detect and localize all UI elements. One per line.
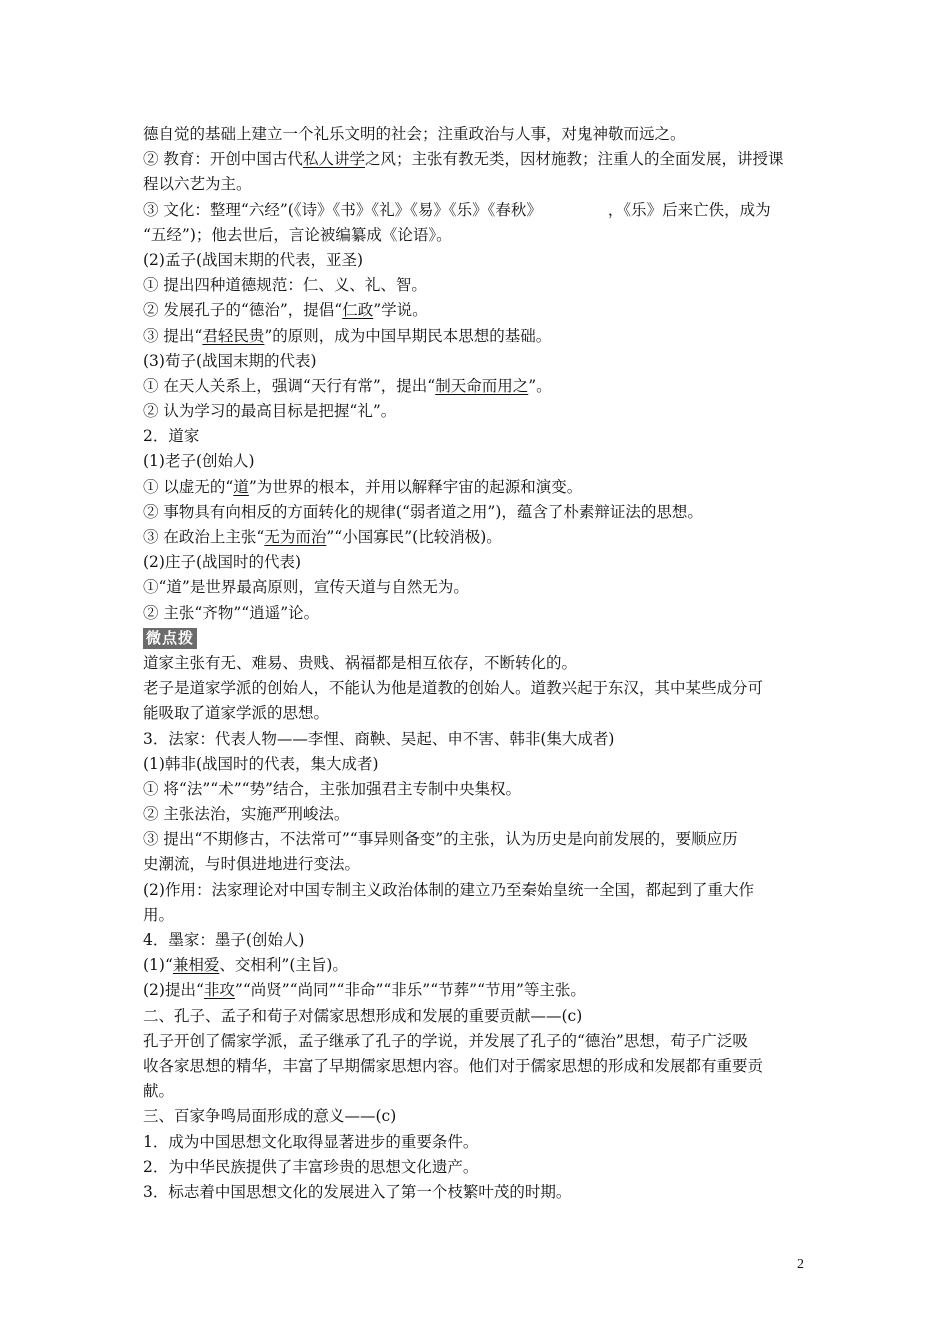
text-line [143, 676, 815, 701]
text-line [143, 550, 815, 575]
key-term: 无为而治 [264, 528, 327, 546]
text-segment: ”。 [528, 376, 552, 395]
text-line [143, 172, 815, 197]
text-segment: ①“道”是世界最高原则，宣传天道与自然无为。 [143, 578, 469, 597]
text-segment: 道家主张有无、难易、贵贱、祸福都是相互依存，不断转化的。 [143, 653, 578, 672]
text-line [143, 827, 815, 852]
text-line [143, 727, 815, 752]
text-segment: ② 教育：开创中国古代 [143, 150, 303, 169]
text-segment: 2．道家 [143, 427, 200, 446]
text-segment: 二、孔子、孟子和荀子对儒家思想形成和发展的重要贡献——(c) [143, 1006, 583, 1025]
text-segment: “五经”)；他去世后，言论被编纂成《论语》。 [143, 225, 452, 244]
text-line [143, 903, 815, 928]
text-segment: (2)孟子(战国末期的代表，亚圣) [143, 250, 364, 269]
text-segment: (1)老子(创始人) [143, 452, 255, 471]
text-line [143, 777, 815, 802]
text-segment: ① 以虚无的“ [143, 477, 234, 496]
page-number: 2 [797, 1257, 804, 1272]
key-term: 非攻 [203, 981, 235, 1000]
text-line [143, 147, 815, 172]
text-segment: 程以六艺为主。 [143, 175, 252, 194]
text-line [143, 374, 815, 399]
text-segment: 1．成为中国思想文化取得显著进步的重要条件。 [143, 1132, 479, 1151]
text-line [143, 701, 815, 726]
text-line [143, 424, 815, 449]
text-line [143, 223, 815, 248]
text-segment: ① 提出四种道德规范：仁、义、礼、智。 [143, 276, 427, 295]
text-line [143, 953, 815, 978]
text-segment: 献。 [143, 1082, 175, 1101]
text-line [143, 752, 815, 777]
text-segment: ② 认为学习的最高目标是把握“礼”。 [143, 402, 397, 421]
text-line [143, 1130, 815, 1155]
text-segment: ”的原则，成为中国早期民本思想的基础。 [264, 326, 552, 345]
text-line [143, 248, 815, 273]
text-segment: ① 在天人关系上，强调“天行有常”，提出“ [143, 376, 436, 395]
key-term: 道 [233, 477, 249, 496]
text-line [143, 324, 815, 349]
text-segment: 孔子开创了儒家学派，孟子继承了孔子的学说，并发展了孔子的“德治”思想，荀子广泛吸 [143, 1031, 748, 1050]
text-line [143, 298, 815, 323]
text-segment: 3．标志着中国思想文化的发展进入了第一个枝繁叶茂的时期。 [143, 1182, 572, 1201]
text-line [143, 978, 815, 1003]
text-line [143, 475, 815, 500]
text-segment: 收各家思想的精华，丰富了早期儒家思想内容。他们对于儒家思想的形成和发展都有重要贡 [143, 1056, 764, 1075]
text-segment: ，《乐》后来亡佚，成为 [607, 200, 771, 219]
text-segment: 史潮流，与时俱进地进行变法。 [143, 855, 361, 874]
key-term: 仁政 [342, 301, 374, 320]
text-segment: 4．墨家：墨子(创始人) [143, 931, 305, 949]
text-segment: 三、百家争鸣局面形成的意义——(c) [143, 1107, 397, 1126]
text-segment: ③ 文化：整理“六经”(《诗》《书》《礼》《易》《乐》《春秋》 [143, 200, 542, 219]
text-line [143, 1180, 815, 1205]
text-line [143, 500, 815, 525]
key-term: 私人讲学 [302, 150, 365, 169]
text-segment: ② 事物具有向相反的方面转化的规律(“弱者道之用”)，蕴含了朴素辩证法的思想。 [143, 502, 703, 521]
text-line [143, 928, 815, 953]
text-segment: (2)庄子(战国时的代表) [143, 553, 302, 572]
text-segment: (1)韩非(战国时的代表，集大成者) [143, 754, 379, 773]
text-line [143, 399, 815, 424]
text-line [143, 852, 815, 877]
tip-badge: 微点拨 [143, 628, 197, 649]
text-line [143, 1155, 815, 1180]
text-line [143, 1079, 815, 1104]
key-term: 制天命而用之 [435, 376, 529, 395]
text-segment: ② 主张“齐物”“逍遥”论。 [143, 603, 320, 622]
text-segment: 能吸取了道家学派的思想。 [143, 704, 330, 723]
text-segment: ”“小国寡民”(比较消极)。 [326, 528, 502, 546]
text-line [143, 1029, 815, 1054]
text-segment: ② 主张法治，实施严刑峻法。 [143, 805, 350, 824]
text-line [143, 878, 815, 903]
text-segment: 2．为中华民族提供了丰富珍贵的思想文化遗产。 [143, 1157, 479, 1176]
text-segment: (3)荀子(战国末期的代表) [143, 351, 317, 370]
text-segment: ”为世界的根本，并用以解释宇宙的起源和演变。 [248, 477, 583, 496]
text-line [143, 449, 815, 474]
text-segment: 、交相利”(主旨)。 [219, 956, 348, 975]
text-segment: ① 将“法”“术”“势”结合，主张加强君主专制中央集权。 [143, 779, 521, 798]
text-segment: ③ 提出“ [143, 326, 203, 345]
text-line [143, 651, 815, 676]
text-segment: (2)提出“ [143, 981, 204, 1000]
text-segment: 老子是道家学派的创始人，不能认为他是道教的创始人。道教兴起于东汉，其中某些成分可 [143, 679, 764, 698]
text-line [143, 1054, 815, 1079]
tip-heading [143, 626, 815, 651]
text-segment: ② 发展孔子的“德治”，提倡“ [143, 301, 343, 320]
document-body [143, 122, 815, 1205]
text-line [143, 349, 815, 374]
text-line [143, 802, 815, 827]
text-line [143, 273, 815, 298]
text-line [143, 122, 815, 147]
text-segment: ③ 在政治上主张“ [143, 528, 265, 546]
text-segment: 用。 [143, 905, 175, 924]
text-segment: (1)“ [143, 956, 173, 975]
text-segment: ③ 提出“不期修古，不法常可”“事异则备变”的主张，认为历史是向前发展的，要顺应历 [143, 830, 738, 849]
text-line [143, 1004, 815, 1029]
text-segment: 德自觉的基础上建立一个礼乐文明的社会；注重政治与人事，对鬼神敬而远之。 [143, 125, 686, 143]
text-segment: 之风；主张有教无类，因材施教；注重人的全面发展，讲授课 [364, 150, 784, 169]
text-line [143, 1104, 815, 1129]
text-segment: 3．法家：代表人物——李悝、商鞅、吴起、申不害、韩非(集大成者) [143, 729, 615, 748]
text-line [143, 575, 815, 600]
text-segment: ”“尚贤”“尚同”“非命”“非乐”“节葬”“节用”等主张。 [234, 981, 586, 1000]
text-line [143, 525, 815, 550]
key-term: 兼相爱 [172, 956, 220, 975]
text-segment: ”学说。 [373, 301, 428, 320]
key-term: 君轻民贵 [202, 326, 265, 345]
text-segment: (2)作用：法家理论对中国专制主义政治体制的建立乃至秦始皇统一全国，都起到了重大作 [143, 880, 754, 899]
text-line [143, 601, 815, 626]
text-line [143, 198, 815, 223]
